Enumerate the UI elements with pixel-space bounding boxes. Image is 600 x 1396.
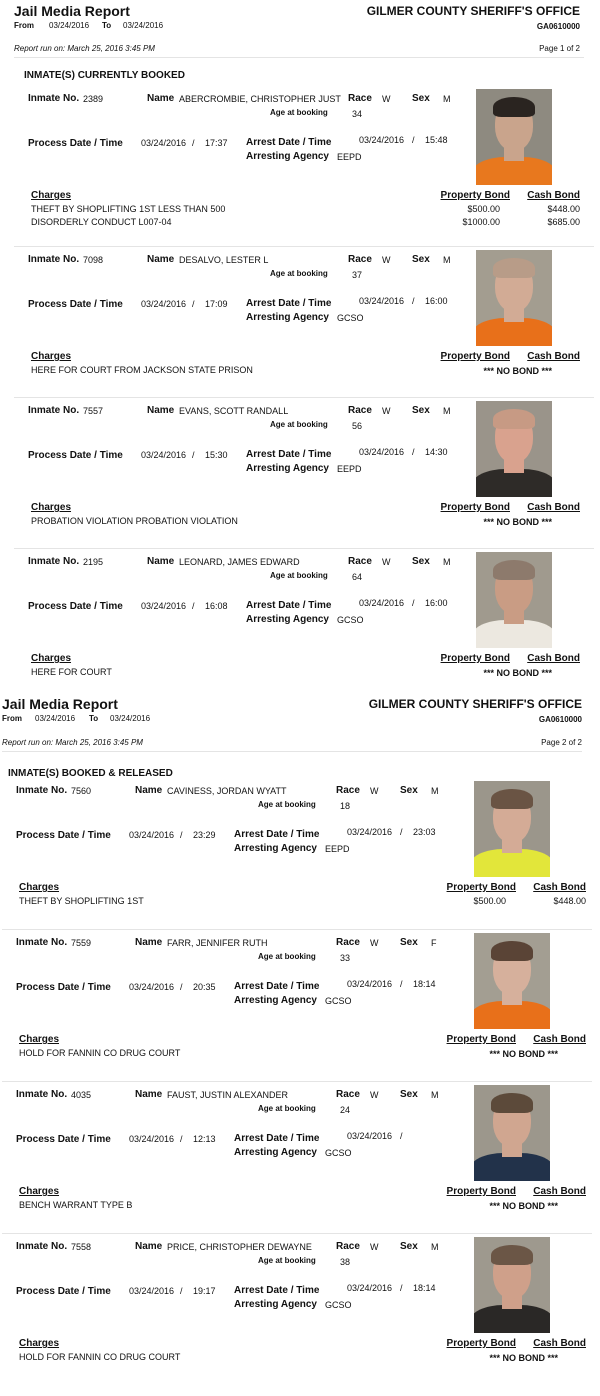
arrest-date: 03/24/2016 [359, 296, 405, 306]
inmate-no-label: Inmate No. [28, 405, 80, 416]
name-label: Name [147, 254, 175, 265]
sex-value: M [443, 406, 451, 416]
sex-label: Sex [412, 254, 430, 265]
sex-value: M [431, 786, 439, 796]
charge-description: HERE FOR COURT FROM JACKSON STATE PRISON [31, 365, 253, 375]
slash: / [412, 135, 415, 145]
inmate-name: CAVINESS, JORDAN WYATT [167, 786, 287, 796]
name-label: Name [135, 1241, 163, 1252]
inmate-no: 7560 [71, 786, 92, 796]
arrest-time: 18:14 [413, 1283, 436, 1293]
slash: / [412, 447, 415, 457]
date-to: 03/24/2016 [110, 714, 151, 723]
arrest-date: 03/24/2016 [347, 1131, 393, 1141]
photo-hair [493, 258, 535, 278]
inmate-name: PRICE, CHRISTOPHER DEWAYNE [167, 1242, 312, 1252]
inmate-name: ABERCROMBIE, CHRISTOPHER JUST [179, 94, 341, 104]
section-title: INMATE(S) BOOKED & RELEASED [8, 768, 173, 779]
photo-hair [491, 789, 533, 809]
cash-bond-header: Cash Bond [533, 1186, 586, 1197]
mugshot-photo [476, 401, 552, 497]
process-date: 03/24/2016 [141, 138, 187, 148]
inmate-name: EVANS, SCOTT RANDALL [179, 406, 289, 416]
date-to: 03/24/2016 [123, 21, 164, 30]
property-bond-value: $500.00 [473, 896, 506, 906]
agency-label: Arresting Agency [234, 1147, 317, 1158]
sex-label: Sex [400, 1089, 418, 1100]
arrest-time: 15:48 [425, 135, 448, 145]
charge-description: HOLD FOR FANNIN CO DRUG COURT [19, 1048, 181, 1058]
inmate-name: DESALVO, LESTER L [179, 255, 269, 265]
age-value: 38 [340, 1257, 351, 1267]
inmate-no: 7557 [83, 406, 104, 416]
property-bond-value: $500.00 [467, 204, 500, 214]
divider [2, 751, 582, 752]
photo-hair [491, 941, 533, 961]
arrest-label: Arrest Date / Time [246, 298, 332, 309]
inmate-no: 7559 [71, 938, 92, 948]
age-label: Age at booking [258, 952, 316, 961]
cash-bond-header: Cash Bond [533, 882, 586, 893]
ori-number: GA0610000 [538, 715, 582, 724]
inmate-no-label: Inmate No. [28, 556, 80, 567]
agency-label: Arresting Agency [234, 1299, 317, 1310]
run-on: Report run on: March 25, 2016 3:45 PM [2, 738, 143, 747]
cash-bond-header: Cash Bond [527, 190, 580, 201]
sex-label: Sex [412, 556, 430, 567]
race-value: W [382, 94, 391, 104]
slash: / [412, 296, 415, 306]
arresting-agency: GCSO [325, 1300, 352, 1310]
arrest-label: Arrest Date / Time [234, 981, 320, 992]
inmate-record [0, 249, 600, 400]
inmate-record [0, 400, 600, 551]
age-value: 34 [352, 109, 363, 119]
office-name: GILMER COUNTY SHERIFF'S OFFICE [368, 697, 582, 711]
cash-bond-header: Cash Bond [527, 502, 580, 513]
property-bond-header: Property Bond [440, 502, 510, 513]
arresting-agency: EEPD [337, 152, 362, 162]
slash: / [192, 601, 195, 611]
inmate-no: 7098 [83, 255, 104, 265]
charge-description: BENCH WARRANT TYPE B [19, 1200, 133, 1210]
process-label: Process Date / Time [28, 138, 123, 149]
charges-header: Charges [31, 190, 72, 201]
arrest-date: 03/24/2016 [347, 827, 393, 837]
inmate-record [0, 88, 600, 239]
photo-shirt [474, 1001, 550, 1029]
process-date: 03/24/2016 [141, 299, 187, 309]
inmate-name: LEONARD, JAMES EDWARD [179, 557, 300, 567]
inmate-no-label: Inmate No. [28, 254, 80, 265]
process-label: Process Date / Time [16, 1286, 111, 1297]
report-title: Jail Media Report [2, 696, 118, 712]
arrest-date: 03/24/2016 [347, 1283, 393, 1293]
photo-shirt [474, 1153, 550, 1181]
inmate-no: 4035 [71, 1090, 92, 1100]
race-value: W [370, 786, 379, 796]
process-date: 03/24/2016 [129, 830, 175, 840]
race-label: Race [336, 1089, 360, 1100]
record-divider [2, 1233, 592, 1234]
age-label: Age at booking [258, 1104, 316, 1113]
age-value: 33 [340, 953, 351, 963]
sex-value: M [431, 1242, 439, 1252]
to-label: To [102, 21, 112, 30]
to-label: To [89, 714, 99, 723]
date-from: 03/24/2016 [49, 21, 90, 30]
arresting-agency: EEPD [337, 464, 362, 474]
property-bond-header: Property Bond [440, 653, 510, 664]
slash: / [180, 1134, 183, 1144]
process-time: 20:35 [193, 982, 216, 992]
age-value: 56 [352, 421, 363, 431]
age-label: Age at booking [258, 800, 316, 809]
process-time: 17:09 [205, 299, 228, 309]
photo-hair [493, 560, 535, 580]
race-value: W [382, 406, 391, 416]
record-divider [2, 929, 592, 930]
process-time: 12:13 [193, 1134, 216, 1144]
mugshot-photo [474, 933, 550, 1029]
slash: / [192, 299, 195, 309]
name-label: Name [135, 1089, 163, 1100]
arresting-agency: GCSO [325, 1148, 352, 1158]
slash: / [192, 450, 195, 460]
inmate-no-label: Inmate No. [16, 1089, 68, 1100]
no-bond-label: *** NO BOND *** [483, 366, 552, 376]
photo-shirt [474, 849, 550, 877]
race-label: Race [348, 405, 372, 416]
cash-bond-value: $448.00 [547, 204, 580, 214]
process-label: Process Date / Time [28, 450, 123, 461]
slash: / [180, 1286, 183, 1296]
process-label: Process Date / Time [28, 299, 123, 310]
process-date: 03/24/2016 [129, 1286, 175, 1296]
age-value: 18 [340, 801, 351, 811]
race-label: Race [336, 1241, 360, 1252]
agency-label: Arresting Agency [234, 995, 317, 1006]
agency-label: Arresting Agency [246, 614, 329, 625]
sex-value: M [431, 1090, 439, 1100]
age-value: 64 [352, 572, 363, 582]
sex-label: Sex [400, 937, 418, 948]
slash: / [192, 138, 195, 148]
page-number: Page 1 of 2 [539, 44, 580, 53]
charges-header: Charges [19, 1034, 60, 1045]
office-name: GILMER COUNTY SHERIFF'S OFFICE [366, 4, 580, 18]
inmate-name: FAUST, JUSTIN ALEXANDER [167, 1090, 289, 1100]
inmate-no-label: Inmate No. [16, 785, 68, 796]
record-divider [14, 397, 594, 398]
race-value: W [382, 557, 391, 567]
property-bond-header: Property Bond [446, 882, 516, 893]
run-on: Report run on: March 25, 2016 3:45 PM [14, 44, 155, 53]
agency-label: Arresting Agency [246, 312, 329, 323]
charges-header: Charges [31, 502, 72, 513]
race-label: Race [336, 937, 360, 948]
age-label: Age at booking [270, 571, 328, 580]
inmate-no: 7558 [71, 1242, 92, 1252]
inmate-name: FARR, JENNIFER RUTH [167, 938, 268, 948]
property-bond-header: Property Bond [440, 190, 510, 201]
inmate-record [0, 780, 600, 931]
arrest-label: Arrest Date / Time [246, 137, 332, 148]
age-value: 24 [340, 1105, 351, 1115]
charges-header: Charges [19, 882, 60, 893]
slash: / [412, 598, 415, 608]
arresting-agency: GCSO [337, 615, 364, 625]
arrest-time: 16:00 [425, 598, 448, 608]
no-bond-label: *** NO BOND *** [489, 1049, 558, 1059]
agency-label: Arresting Agency [234, 843, 317, 854]
charges-header: Charges [31, 351, 72, 362]
property-bond-header: Property Bond [446, 1338, 516, 1349]
property-bond-header: Property Bond [440, 351, 510, 362]
no-bond-label: *** NO BOND *** [483, 517, 552, 527]
section-title: INMATE(S) CURRENTLY BOOKED [24, 70, 185, 81]
race-value: W [370, 1090, 379, 1100]
inmate-record [0, 1236, 600, 1387]
arrest-date: 03/24/2016 [347, 979, 393, 989]
charge-description: THEFT BY SHOPLIFTING 1ST LESS THAN 500 [31, 204, 226, 214]
process-label: Process Date / Time [28, 601, 123, 612]
arrest-time: 16:00 [425, 296, 448, 306]
mugshot-photo [474, 1237, 550, 1333]
arrest-label: Arrest Date / Time [246, 449, 332, 460]
slash: / [400, 1131, 403, 1141]
from-label: From [2, 714, 22, 723]
property-bond-header: Property Bond [446, 1034, 516, 1045]
cash-bond-header: Cash Bond [527, 653, 580, 664]
arrest-label: Arrest Date / Time [234, 1285, 320, 1296]
cash-bond-value: $685.00 [547, 217, 580, 227]
no-bond-label: *** NO BOND *** [483, 668, 552, 678]
process-time: 15:30 [205, 450, 228, 460]
sex-value: F [431, 938, 437, 948]
charges-header: Charges [19, 1338, 60, 1349]
charge-description: THEFT BY SHOPLIFTING 1ST [19, 896, 144, 906]
record-divider [14, 548, 594, 549]
race-label: Race [348, 254, 372, 265]
charges-header: Charges [19, 1186, 60, 1197]
sex-label: Sex [400, 785, 418, 796]
race-value: W [370, 1242, 379, 1252]
charge-description: HOLD FOR FANNIN CO DRUG COURT [19, 1352, 181, 1362]
photo-shirt [476, 157, 552, 185]
no-bond-label: *** NO BOND *** [489, 1353, 558, 1363]
sex-value: M [443, 557, 451, 567]
arrest-label: Arrest Date / Time [234, 829, 320, 840]
inmate-record [0, 1084, 600, 1235]
arresting-agency: GCSO [337, 313, 364, 323]
age-label: Age at booking [270, 108, 328, 117]
race-label: Race [336, 785, 360, 796]
arrest-time: 18:14 [413, 979, 436, 989]
photo-shirt [474, 1305, 550, 1333]
process-time: 16:08 [205, 601, 228, 611]
process-time: 19:17 [193, 1286, 216, 1296]
sex-label: Sex [412, 405, 430, 416]
process-date: 03/24/2016 [129, 1134, 175, 1144]
age-label: Age at booking [270, 269, 328, 278]
process-date: 03/24/2016 [141, 601, 187, 611]
mugshot-photo [474, 1085, 550, 1181]
photo-hair [493, 409, 535, 429]
inmate-no-label: Inmate No. [16, 1241, 68, 1252]
sex-value: M [443, 94, 451, 104]
sex-label: Sex [412, 93, 430, 104]
photo-hair [491, 1245, 533, 1265]
divider [14, 57, 584, 58]
arrest-time: 14:30 [425, 447, 448, 457]
record-divider [14, 246, 594, 247]
sex-label: Sex [400, 1241, 418, 1252]
age-label: Age at booking [270, 420, 328, 429]
age-label: Age at booking [258, 1256, 316, 1265]
process-time: 23:29 [193, 830, 216, 840]
photo-shirt [476, 620, 552, 648]
from-label: From [14, 21, 34, 30]
age-value: 37 [352, 270, 363, 280]
charges-header: Charges [31, 653, 72, 664]
inmate-record [0, 932, 600, 1083]
slash: / [180, 830, 183, 840]
property-bond-header: Property Bond [446, 1186, 516, 1197]
arresting-agency: GCSO [325, 996, 352, 1006]
charge-description: HERE FOR COURT [31, 667, 112, 677]
process-date: 03/24/2016 [141, 450, 187, 460]
process-date: 03/24/2016 [129, 982, 175, 992]
race-value: W [370, 938, 379, 948]
inmate-no: 2195 [83, 557, 104, 567]
race-label: Race [348, 556, 372, 567]
arrest-date: 03/24/2016 [359, 447, 405, 457]
cash-bond-header: Cash Bond [533, 1338, 586, 1349]
inmate-no-label: Inmate No. [16, 937, 68, 948]
no-bond-label: *** NO BOND *** [489, 1201, 558, 1211]
report-page-1 [0, 0, 600, 690]
name-label: Name [135, 785, 163, 796]
cash-bond-value: $448.00 [553, 896, 586, 906]
charge-description: PROBATION VIOLATION PROBATION VIOLATION [31, 516, 238, 526]
agency-label: Arresting Agency [246, 151, 329, 162]
date-from: 03/24/2016 [35, 714, 76, 723]
slash: / [400, 827, 403, 837]
slash: / [180, 982, 183, 992]
report-page-2 [0, 692, 600, 1396]
inmate-no: 2389 [83, 94, 104, 104]
sex-value: M [443, 255, 451, 265]
inmate-record [0, 551, 600, 702]
page-number: Page 2 of 2 [541, 738, 582, 747]
property-bond-value: $1000.00 [462, 217, 500, 227]
name-label: Name [135, 937, 163, 948]
cash-bond-header: Cash Bond [527, 351, 580, 362]
photo-shirt [476, 318, 552, 346]
name-label: Name [147, 93, 175, 104]
mugshot-photo [476, 250, 552, 346]
race-value: W [382, 255, 391, 265]
process-label: Process Date / Time [16, 830, 111, 841]
arresting-agency: EEPD [325, 844, 350, 854]
ori-number: GA0610000 [536, 22, 580, 31]
photo-hair [493, 97, 535, 117]
name-label: Name [147, 556, 175, 567]
name-label: Name [147, 405, 175, 416]
arrest-time: 23:03 [413, 827, 436, 837]
agency-label: Arresting Agency [246, 463, 329, 474]
mugshot-photo [474, 781, 550, 877]
charge-description: DISORDERLY CONDUCT L007-04 [31, 217, 172, 227]
arrest-date: 03/24/2016 [359, 598, 405, 608]
process-label: Process Date / Time [16, 982, 111, 993]
arrest-label: Arrest Date / Time [234, 1133, 320, 1144]
record-divider [2, 1081, 592, 1082]
arrest-date: 03/24/2016 [359, 135, 405, 145]
process-label: Process Date / Time [16, 1134, 111, 1145]
slash: / [400, 1283, 403, 1293]
photo-shirt [476, 469, 552, 497]
inmate-no-label: Inmate No. [28, 93, 80, 104]
arrest-label: Arrest Date / Time [246, 600, 332, 611]
report-title: Jail Media Report [14, 3, 130, 19]
process-time: 17:37 [205, 138, 228, 148]
slash: / [400, 979, 403, 989]
race-label: Race [348, 93, 372, 104]
cash-bond-header: Cash Bond [533, 1034, 586, 1045]
mugshot-photo [476, 552, 552, 648]
photo-hair [491, 1093, 533, 1113]
mugshot-photo [476, 89, 552, 185]
